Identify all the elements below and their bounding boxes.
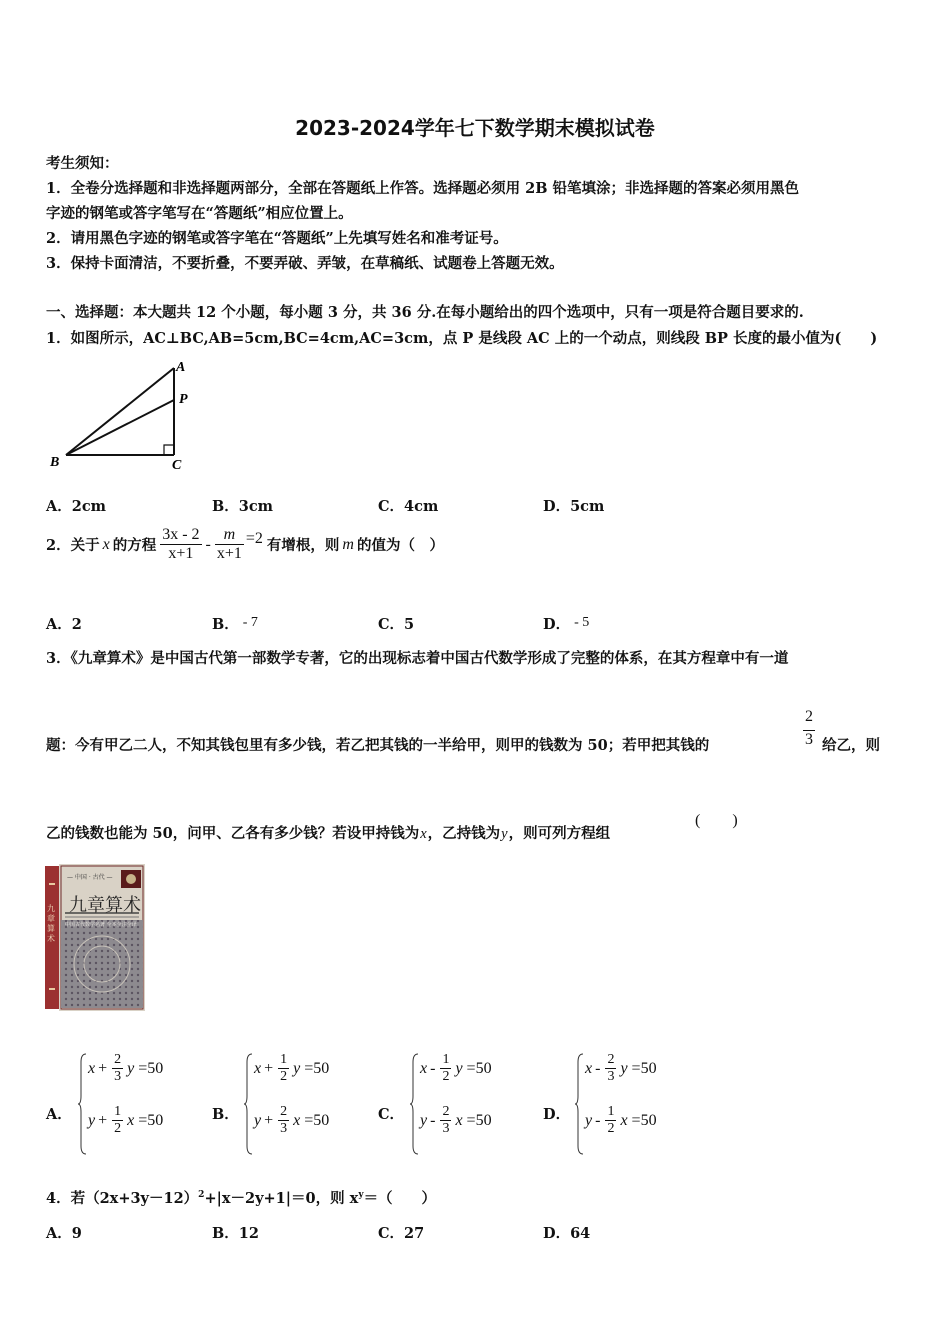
equation-var-b: y <box>293 1059 301 1077</box>
equation-rhs: =50 <box>138 1111 164 1129</box>
triangle-figure <box>48 360 198 475</box>
equation-fraction-num: 1 <box>112 1104 123 1121</box>
equation-fraction-den: 2 <box>442 1069 450 1085</box>
q2-option-b <box>212 613 258 634</box>
equation-operator: + <box>264 1059 274 1077</box>
q2-var-x: x <box>102 535 110 553</box>
equation-var-a: y <box>88 1111 96 1129</box>
q2-minus: - <box>205 535 211 553</box>
equation-fraction-num: 2 <box>278 1104 289 1121</box>
q2-fraction-2 <box>215 526 244 564</box>
q3-fraction-num: 2 <box>805 708 813 725</box>
q1-option-c: C．4cm <box>378 498 439 515</box>
right-angle-mark <box>164 445 174 455</box>
q3-var-y: y <box>501 826 508 842</box>
label-c: C <box>172 458 182 473</box>
notice-line-3: 3．保持卡面清洁，不要折叠，不要弄破、弄皱，在草稿纸、试题卷上答题无效。 <box>46 255 564 272</box>
equation-fraction-den: 2 <box>114 1121 122 1137</box>
q3-var-x: x <box>420 826 427 842</box>
equation-fraction-den: 2 <box>607 1121 615 1137</box>
notice-line-2: 2．请用黑色字迹的钢笔或答字笔在“答题纸”上先填写姓名和准考证号。 <box>46 230 508 247</box>
q2-prefix: 2．关于 <box>46 537 100 555</box>
segment-ba <box>66 368 174 455</box>
q2-option-b-value: - 7 <box>242 615 258 630</box>
equation-rhs: =50 <box>138 1059 164 1077</box>
equation-rhs: =50 <box>304 1059 330 1077</box>
q2-option-c-value: 5 <box>404 616 415 633</box>
q3-line-3 <box>46 822 610 843</box>
q3-option-c-equation-1 <box>420 1052 492 1085</box>
q1-option-d: D．5cm <box>543 498 605 515</box>
segment-bp <box>66 400 174 455</box>
q3-option-d-equation-2 <box>585 1104 657 1137</box>
q2-var-m: m <box>342 535 354 553</box>
q2-option-d <box>543 613 589 634</box>
q4-stem-a: 4．若（2x+3y－12） <box>46 1190 199 1207</box>
q2-option-b-letter: B． <box>212 616 239 633</box>
equation-var-a: x <box>88 1059 96 1077</box>
equation-var-a: y <box>254 1111 262 1129</box>
q2-stem <box>46 526 444 564</box>
equation-var-b: y <box>620 1059 628 1077</box>
equation-fraction <box>440 1104 451 1137</box>
book-subtitle: 中国古代数学名著 全本全注全译 <box>65 922 137 928</box>
q2-option-d-value: - 5 <box>574 615 590 630</box>
book-title: 九章算术 <box>69 895 141 916</box>
equation-fraction-den: 3 <box>607 1069 615 1085</box>
equation-fraction <box>440 1052 451 1085</box>
equation-var-b: x <box>620 1111 628 1129</box>
equation-operator: + <box>98 1111 108 1129</box>
q3-line-3a: 乙的钱数也能为 50，问甲、乙各有多少钱？若设甲持钱为 <box>46 825 420 842</box>
q3-option-d-letter: D． <box>543 1106 571 1123</box>
q2-option-d-letter: D． <box>543 616 571 633</box>
equation-fraction-num: 2 <box>112 1052 123 1069</box>
q3-line-2a: 题：今有甲乙二人，不知其钱包里有多少钱，若乙把其钱的一半给甲，则甲的钱数为 50；若甲把其钱的 <box>46 737 710 754</box>
q2-fraction-1-num: 3x - 2 <box>160 526 201 545</box>
equation-fraction <box>278 1104 289 1137</box>
q2-option-c-letter: C． <box>378 616 405 633</box>
equation-var-a: x <box>254 1059 262 1077</box>
brace-icon <box>575 1052 585 1156</box>
equation-operator: + <box>98 1059 108 1077</box>
q2-fraction-1 <box>160 526 201 564</box>
q3-option-b-equation-2 <box>254 1104 329 1137</box>
q3-fraction-den: 3 <box>805 731 813 749</box>
equation-operator: - <box>595 1059 601 1077</box>
q3-option-a-letter: A． <box>46 1106 72 1123</box>
q4-stem-b: +|x－2y+1|＝0，则 x <box>204 1190 359 1207</box>
q3-option-c-system <box>410 1052 540 1156</box>
equation-fraction-den: 3 <box>442 1121 450 1137</box>
page-title: 2023-2024学年七下数学期末模拟试卷 <box>295 116 655 140</box>
book-spine-text: 九章算术 <box>47 904 55 943</box>
q2-fraction-2-den: x+1 <box>216 545 242 563</box>
q3-option-d-equation-1 <box>585 1052 657 1085</box>
brace-icon <box>410 1052 420 1156</box>
equation-rhs: =50 <box>631 1111 657 1129</box>
equation-rhs: =50 <box>466 1111 492 1129</box>
equation-fraction <box>605 1104 616 1137</box>
notice-line-1a: 1．全卷分选择题和非选择题两部分，全部在答题纸上作答。选择题必须用 2B 铅笔填涂；非选择题的答案必须用黑色 <box>46 180 800 197</box>
equation-var-b: y <box>127 1059 135 1077</box>
q2-suffix-1: 有增根，则 <box>266 537 340 555</box>
q3-option-b-letter: B． <box>212 1106 239 1123</box>
equation-fraction-num: 1 <box>440 1052 451 1069</box>
q4-option-c: C．27 <box>378 1225 425 1242</box>
equation-fraction-den: 3 <box>280 1121 288 1137</box>
q4-option-b: B．12 <box>212 1225 259 1242</box>
equation-operator: - <box>430 1059 436 1077</box>
section-heading: 一、选择题：本大题共 12 个小题，每小题 3 分，共 36 分.在每小题给出的四个选项中，只有一项是符合题目要求的. <box>46 304 804 321</box>
q3-option-b-equation-1 <box>254 1052 329 1085</box>
q3-option-a-system <box>78 1052 208 1156</box>
q3-line-3b: ，乙持钱为 <box>427 825 501 842</box>
equation-fraction <box>278 1052 289 1085</box>
q1-option-b: B．3cm <box>212 498 274 515</box>
equation-var-a: x <box>585 1059 593 1077</box>
q4-stem <box>46 1187 436 1208</box>
book-top-text: — 中国 · 古代 — <box>67 874 113 881</box>
q3-line-3c: ，则可列方程组 <box>508 825 611 842</box>
q3-fraction <box>803 708 815 750</box>
q2-option-c <box>378 613 414 634</box>
label-p: P <box>179 392 188 407</box>
equation-fraction <box>112 1104 123 1137</box>
equation-fraction-num: 2 <box>605 1052 616 1069</box>
equation-fraction-den: 3 <box>114 1069 122 1085</box>
equation-var-a: y <box>420 1111 428 1129</box>
equation-operator: - <box>430 1111 436 1129</box>
q2-option-a-letter: A． <box>46 616 72 633</box>
q4-option-d: D．64 <box>543 1225 591 1242</box>
q4-option-a: A．9 <box>46 1225 82 1242</box>
q2-fraction-2-num: m <box>215 526 244 545</box>
q2-option-a <box>46 613 82 634</box>
book-cover-pattern <box>61 920 143 1008</box>
equation-var-a: y <box>585 1111 593 1129</box>
q4-superscript-y: y <box>358 1190 364 1201</box>
q3-option-b-system <box>244 1052 374 1156</box>
notice-line-1b: 字迹的钢笔或答字笔写在“答题纸”相应位置上。 <box>46 205 353 222</box>
equation-rhs: =50 <box>631 1059 657 1077</box>
q3-option-c-equation-2 <box>420 1104 492 1137</box>
equation-var-a: x <box>420 1059 428 1077</box>
q1-option-a: A．2cm <box>46 498 107 515</box>
equation-var-b: x <box>455 1111 463 1129</box>
label-a: A <box>176 360 186 375</box>
brace-icon <box>78 1052 88 1156</box>
q3-option-d-system <box>575 1052 705 1156</box>
equation-operator: - <box>595 1111 601 1129</box>
q2-fraction-1-den: x+1 <box>168 545 194 563</box>
equation-var-b: y <box>455 1059 463 1077</box>
equation-fraction <box>605 1052 616 1085</box>
equation-rhs: =50 <box>466 1059 492 1077</box>
q3-option-a-equation-2 <box>88 1104 163 1137</box>
q3-line-1: 3．《九章算术》是中国古代第一部数学专著，它的出现标志着中国古代数学形成了完整的体系，在其方程章中有一道 <box>46 650 789 667</box>
q3-line-2b: 给乙，则 <box>822 737 880 754</box>
q2-option-a-value: 2 <box>71 616 82 633</box>
q3-option-a-equation-1 <box>88 1052 163 1085</box>
equation-operator: + <box>264 1111 274 1129</box>
q2-equals: =2 <box>245 529 263 547</box>
label-b: B <box>50 455 60 470</box>
q1-stem: 1．如图所示，AC⊥BC,AB=5cm,BC=4cm,AC=3cm，点 P 是线段 AC 上的一个动点，则线段 BP 长度的最小值为( ) <box>46 330 878 347</box>
q3-option-c-letter: C． <box>378 1106 405 1123</box>
equation-var-b: x <box>127 1111 135 1129</box>
equation-fraction <box>112 1052 123 1085</box>
notice-heading: 考生须知： <box>46 155 119 172</box>
book-image <box>45 864 147 1011</box>
q2-suffix-2: 的值为（ ） <box>356 537 444 555</box>
equation-rhs: =50 <box>304 1111 330 1129</box>
brace-icon <box>244 1052 254 1156</box>
equation-fraction-num: 1 <box>278 1052 289 1069</box>
q2-mid: 的方程 <box>112 537 157 555</box>
q4-stem-c: ＝（ ） <box>363 1190 437 1207</box>
q4-superscript-2: 2 <box>198 1190 205 1201</box>
equation-var-b: x <box>293 1111 301 1129</box>
q3-answer-paren: ( ) <box>695 812 738 829</box>
equation-fraction-num: 1 <box>605 1104 616 1121</box>
equation-fraction-den: 2 <box>280 1069 288 1085</box>
equation-fraction-num: 2 <box>440 1104 451 1121</box>
